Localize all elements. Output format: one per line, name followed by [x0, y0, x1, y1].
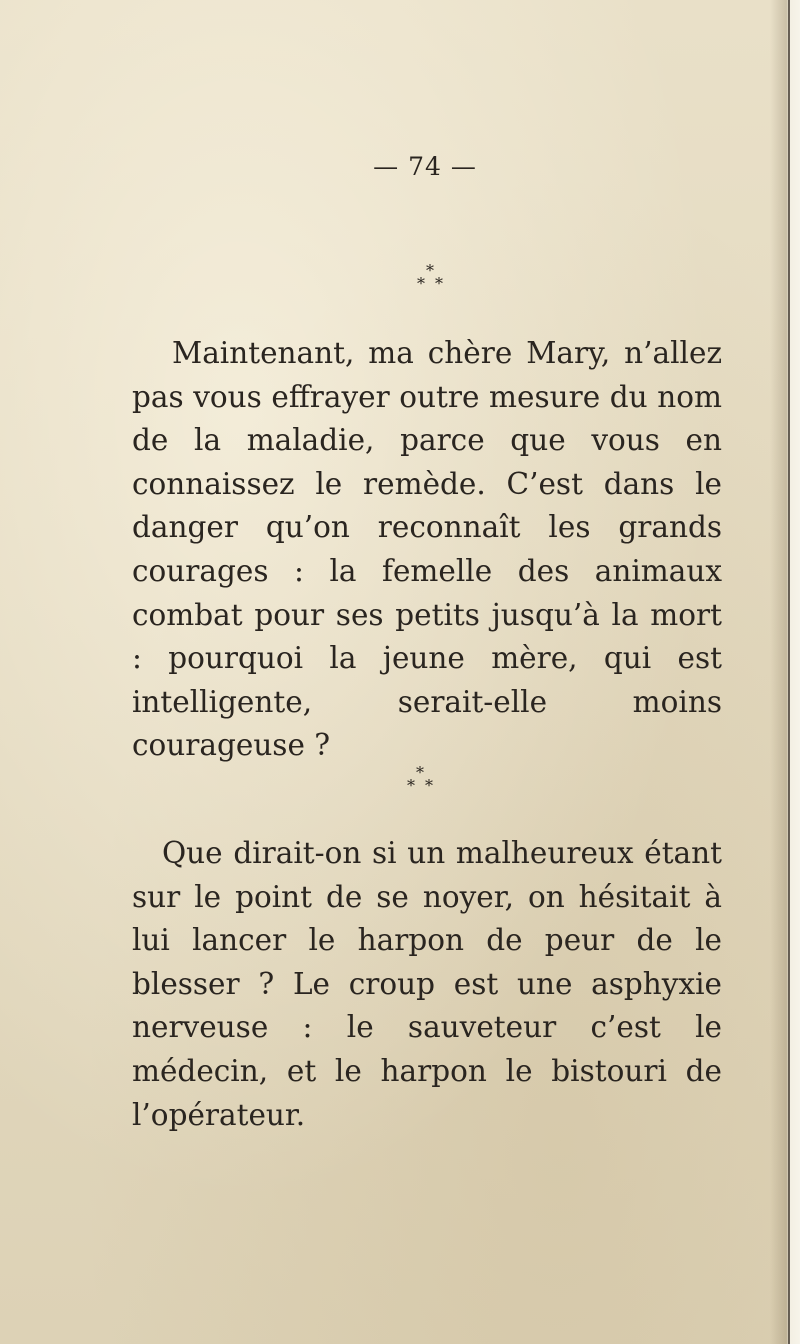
page-edge-shadow — [770, 0, 800, 1344]
paragraph-que-dirait-on: Que dirait-on si un malheureux étant sur le point de se noyer, on hésitait à lui lancer le harpon de peur de le blesser ? Le croup est une asphyxie nerveuse : le sauveteur c’est le médecin, et le harpon le bistouri de l’opérateur. — [132, 836, 722, 1132]
section-separator — [0, 261, 800, 293]
separator-star: * — [426, 261, 434, 280]
separator-star: * — [407, 776, 415, 795]
separator-star: * — [435, 274, 443, 293]
separator-star: * — [417, 274, 425, 293]
page-edge-line — [788, 0, 790, 1344]
section-separator — [0, 763, 800, 795]
separator-star: * — [416, 763, 424, 782]
paragraph-maintenant: Maintenant, ma chère Mary, n’allez pas vous effrayer outre mesure du nom de la maladie, parce que vous en connaissez le remède. C’est dans le danger qu’on reconnaît les grands courages : la femelle des animaux combat pour ses petits jusqu’à la mort : pourquoi la jeune mère, qui est intelligente, serait-elle moins courageuse ? — [132, 336, 722, 763]
separator-star: * — [425, 776, 433, 795]
page-number: — 74 — — [373, 152, 477, 181]
